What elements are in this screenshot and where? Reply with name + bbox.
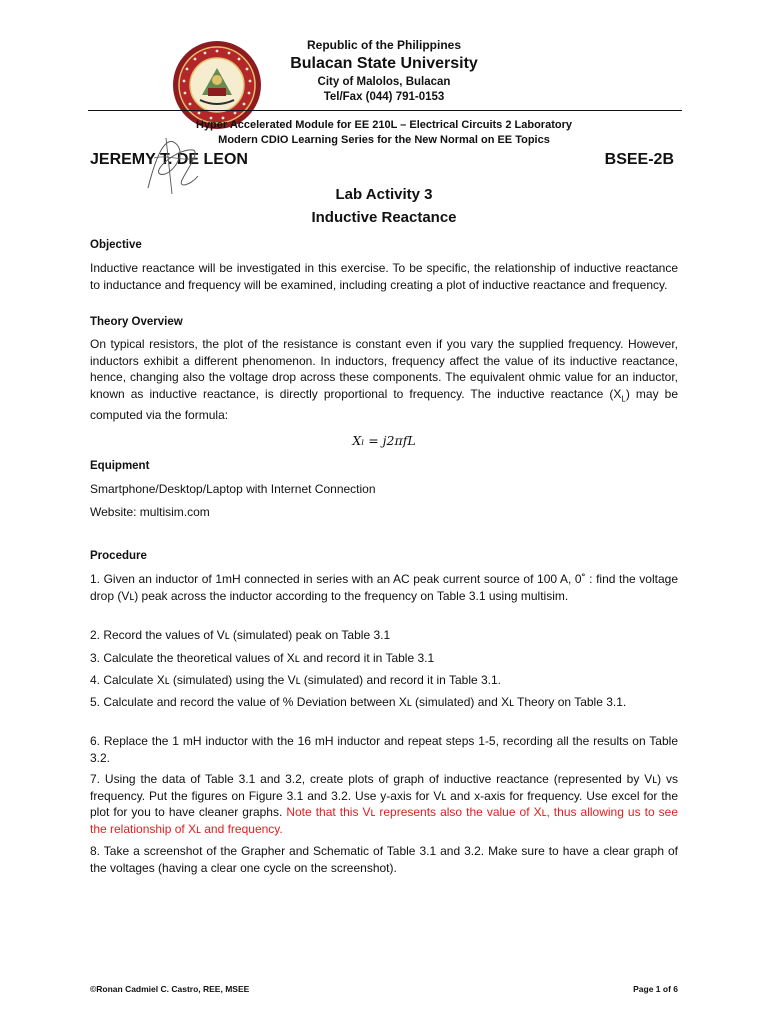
procedure-step-2: 2. Record the values of Vʟ (simulated) peak on Table 3.1 <box>90 628 391 642</box>
header-divider <box>88 110 682 111</box>
equipment-item: Smartphone/Desktop/Laptop with Internet Connection <box>90 482 376 496</box>
procedure-step-1: 1. Given an inductor of 1mH connected in series with an AC peak current source of 100 A, 0˚ : find the voltage drop (Vʟ) peak across the inductor according to the frequency on Table 3.1 using multisim. <box>90 572 678 603</box>
theory-text-before: On typical resistors, the plot of the resistance is constant even if you vary the supplied frequency. However, inductors exhibit a different phenomenon. In inductors, frequency affect the value of its inductive reactance, hence, changing also the voltage drop across these components. The equivalent ohmic value for an inductor, known as inductive reactance, is directly proportional to frequency. The inductive reactance (X <box>90 337 678 401</box>
footer-page-number: Page 1 of 6 <box>633 984 678 994</box>
procedure-step-7-text: 7. Using the data of Table 3.1 and 3.2, create plots of graph of inductive reactance (represented by Vʟ) vs frequency. Put the figures on Figure 3.1 and 3.2. Use y-axis for Vʟ and x-axis for frequency. Use excel for the plot for you to have cleaner graphs. <box>90 772 678 819</box>
theory-text-after: ) may be computed via the formula: <box>90 386 678 423</box>
university-name: Bulacan State University <box>290 55 478 72</box>
procedure-heading: Procedure <box>90 550 147 562</box>
student-name: JEREMY T. DE LEON <box>90 151 248 168</box>
objective-heading: Objective <box>90 239 142 251</box>
procedure-step-3: 3. Calculate the theoretical values of Xʟ and record it in Table 3.1 <box>90 651 435 665</box>
procedure-step-7-note: Note that this Vʟ represents also the value of Xʟ, thus allowing us to see the relationship of Xʟ and frequency. <box>90 805 679 836</box>
university-city: City of Malolos, Bulacan <box>317 76 451 88</box>
theory-heading: Theory Overview <box>90 316 183 328</box>
procedure-step-8: 8. Take a screenshot of the Grapher and Schematic of Table 3.1 and 3.2. Make sure to have a clear graph of the voltages (having a clear one cycle on the screenshot). <box>90 844 678 875</box>
module-series: Modern CDIO Learning Series for the New Normal on EE Topics <box>218 134 550 146</box>
procedure-step-5: 5. Calculate and record the value of % Deviation between Xʟ (simulated) and Xʟ Theory on Table 3.1. <box>90 695 627 709</box>
procedure-step-6: 6. Replace the 1 mH inductor with the 16 mH inductor and repeat steps 1-5, recording all the results on Table 3.2. <box>90 734 678 765</box>
procedure-step-7 <box>90 771 678 837</box>
activity-topic: Inductive Reactance <box>311 209 457 226</box>
activity-title: Lab Activity 3 <box>335 186 433 203</box>
module-title: Hyper Accelerated Module for EE 210L – Electrical Circuits 2 Laboratory <box>196 119 572 131</box>
procedure-step-4: 4. Calculate Xʟ (simulated) using the Vʟ (simulated) and record it in Table 3.1. <box>90 673 502 687</box>
student-section: BSEE-2B <box>604 151 674 168</box>
footer-author: ©Ronan Cadmiel C. Castro, REE, MSEE <box>90 984 250 994</box>
inductive-reactance-formula: Xₗ = j2πfL <box>352 433 416 448</box>
theory-text <box>90 336 678 424</box>
university-telfax: Tel/Fax (044) 791-0153 <box>323 91 445 103</box>
equipment-website: Website: multisim.com <box>90 505 210 519</box>
theory-subscript: L <box>621 393 626 403</box>
objective-text: Inductive reactance will be investigated in this exercise. To be specific, the relationship of inductive reactance to inductance and frequency will be examined, including creating a plot of inductive reactance and frequency. <box>90 261 678 292</box>
republic-line: Republic of the Philippines <box>306 38 461 52</box>
equipment-heading: Equipment <box>90 460 150 472</box>
